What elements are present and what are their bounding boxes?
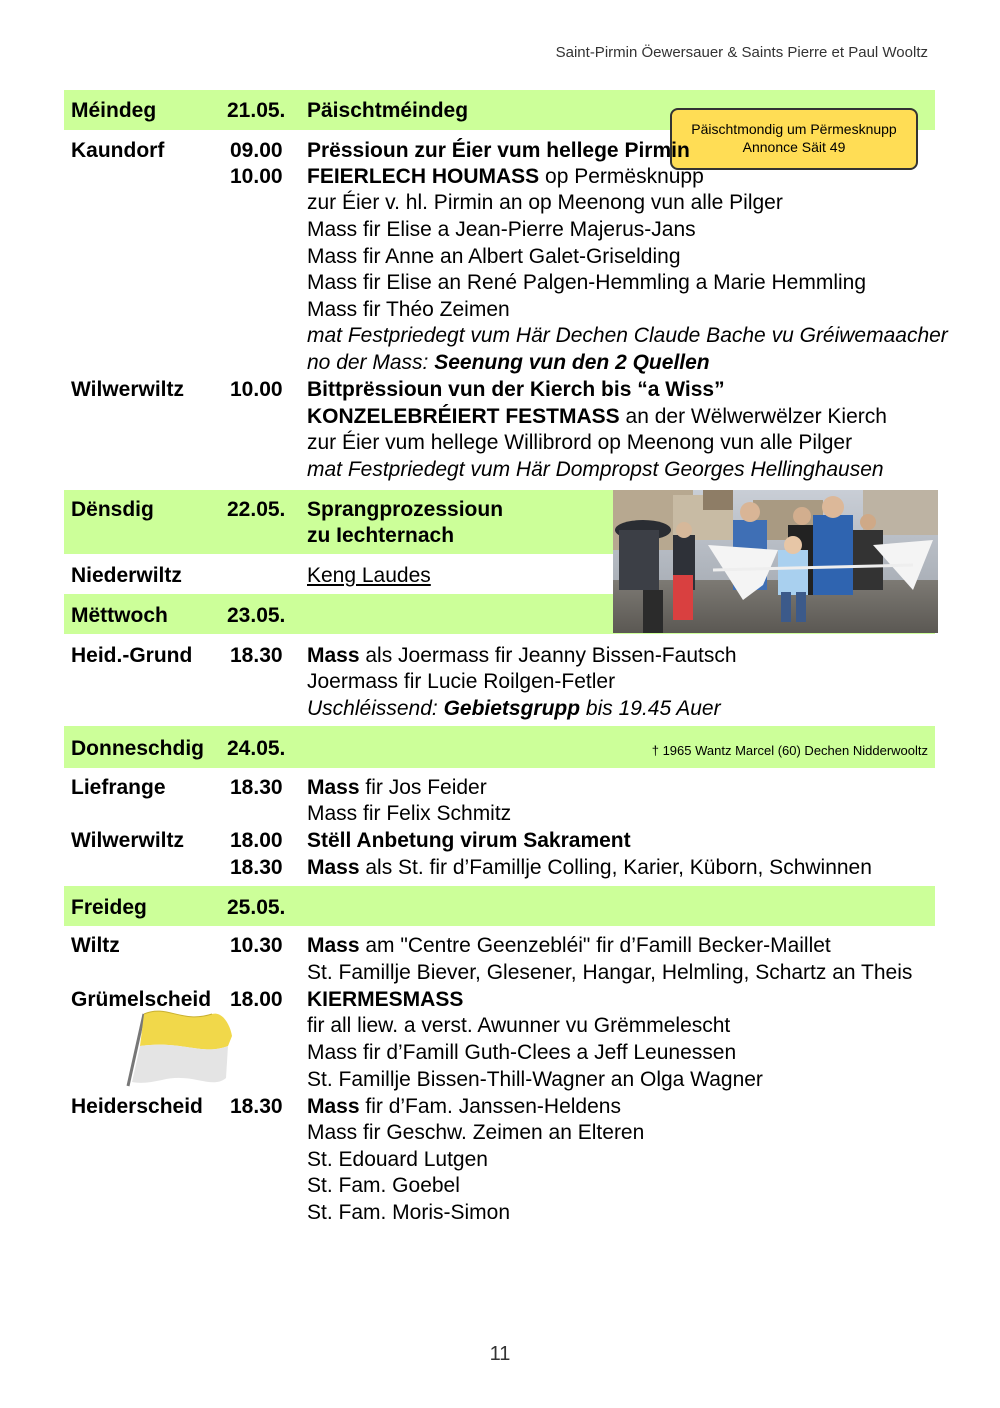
day-title: zu Iechternach: [307, 524, 455, 547]
page-header-title: Saint-Pirmin Öewersauer & Saints Pierre et Paul Wooltz: [555, 44, 928, 61]
time: 18.30: [230, 856, 283, 879]
event-line: Prëssioun zur Éier vum hellege Pirmin: [307, 139, 690, 162]
day-label: Mëttwoch: [71, 604, 168, 627]
event-line: [307, 404, 887, 430]
day-label: Dënsdig: [71, 498, 154, 521]
event-line: Keng Laudes: [307, 564, 431, 587]
event-emphasis: Seenung vun den 2 Quellen: [434, 351, 710, 374]
event-line: [307, 643, 737, 669]
event-emphasis: Gebietsgrupp: [443, 697, 581, 720]
obituary-note: † 1965 Wantz Marcel (60) Dechen Nidderwooltz: [651, 743, 928, 758]
page-number: 11: [489, 1343, 511, 1365]
event-line: Mass fir Elise a Jean-Pierre Majerus-Jans: [307, 218, 696, 241]
event-text: no der Mass:: [307, 351, 435, 374]
event-text: fir d’Fam. Janssen-Heldens: [359, 1095, 621, 1118]
time: 18.00: [230, 988, 283, 1011]
day-date: 24.05.: [227, 737, 286, 760]
event-line: [307, 696, 721, 722]
place-label: Heiderscheid: [71, 1095, 203, 1118]
event-text: Uschléissend:: [307, 697, 444, 720]
event-text: als St. fir d’Famillje Colling, Karier, Küborn, Schwinnen: [359, 856, 872, 879]
event-line: Mass fir d’Famill Guth-Clees a Jeff Leunessen: [307, 1041, 737, 1064]
event-line: Joermass fir Lucie Roilgen-Fetler: [307, 670, 616, 693]
event-line: mat Festpriedegt vum Här Dechen Claude Bache vu Gréiwemaacher: [307, 324, 948, 347]
time: 18.00: [230, 829, 283, 852]
day-date: 25.05.: [227, 896, 286, 919]
event-line: Stëll Anbetung virum Sakrament: [307, 829, 631, 852]
time: 18.30: [230, 776, 283, 799]
day-date: 22.05.: [227, 498, 286, 521]
note-line: Annonce Säit 49: [742, 139, 846, 155]
place-label: Wilwerwiltz: [71, 378, 184, 401]
event-line: Mass fir Geschw. Zeimen an Elteren: [307, 1121, 645, 1144]
place-label: Wiltz: [71, 934, 120, 957]
event-line: St. Famillje Bissen-Thill-Wagner an Olga Wagner: [307, 1068, 763, 1091]
day-date: 23.05.: [227, 604, 286, 627]
event-line: zur Éier v. hl. Pirmin an op Meenong vun alle Pilger: [307, 191, 783, 214]
procession-photo: [613, 490, 938, 633]
event-text: fir Jos Feider: [359, 776, 487, 799]
place-label: Liefrange: [71, 776, 166, 799]
place-label: Heid.-Grund: [71, 644, 193, 667]
flag-graphic: [122, 1006, 240, 1092]
day-date: 21.05.: [227, 99, 286, 122]
time: 18.30: [230, 644, 283, 667]
day-label: Freideg: [71, 896, 147, 919]
event-line: St. Fam. Goebel: [307, 1174, 460, 1197]
event-line: [307, 1094, 621, 1120]
time: 18.30: [230, 1095, 283, 1118]
day-title: Päischtméindeg: [307, 99, 469, 122]
event-line: fir all liew. a verst. Awunner vu Grëmmelescht: [307, 1014, 731, 1037]
time: 10.00: [230, 378, 283, 401]
procession-photo-graphic: [613, 490, 938, 633]
day-label: Donneschdig: [71, 737, 205, 760]
event-line: mat Festpriedegt vum Här Dompropst Georges Hellinghausen: [307, 458, 884, 481]
time: 10.30: [230, 934, 283, 957]
event-line: [307, 775, 487, 801]
event-text: op Permësknupp: [539, 165, 704, 188]
event-emphasis: KONZELEBRÉIERT FESTMASS: [307, 405, 620, 428]
event-line: Mass fir Felix Schmitz: [307, 802, 512, 825]
event-emphasis: Mass: [307, 856, 360, 879]
event-line: zur Éier vum hellege Willibrord op Meenong vun alle Pilger: [307, 431, 853, 454]
day-label: Méindeg: [71, 99, 157, 122]
event-line: St. Fam. Moris-Simon: [307, 1201, 511, 1224]
event-line: [307, 164, 704, 190]
event-line: St. Edouard Lutgen: [307, 1148, 488, 1171]
event-line: [307, 350, 710, 376]
event-emphasis: Mass: [307, 776, 360, 799]
event-text: als Joermass fir Jeanny Bissen-Fautsch: [359, 644, 737, 667]
event-emphasis: Mass: [307, 644, 360, 667]
day-band-freideg: [64, 886, 935, 926]
event-emphasis: Mass: [307, 934, 360, 957]
papal-flag-icon: [122, 1006, 240, 1092]
place-label: Grümelscheid: [71, 988, 212, 1011]
event-line: Bittprëssioun vun der Kierch bis “a Wiss”: [307, 378, 725, 401]
event-line: Mass fir Anne an Albert Galet-Griselding: [307, 245, 681, 268]
event-text: bis 19.45 Auer: [580, 697, 721, 720]
event-line: [307, 855, 872, 881]
note-line: Päischtmondig um Përmesknupp: [691, 121, 897, 137]
event-line: [307, 933, 831, 959]
place-label: Kaundorf: [71, 139, 165, 162]
event-emphasis: Mass: [307, 1095, 360, 1118]
event-line: Mass fir Théo Zeimen: [307, 298, 510, 321]
event-line: Mass fir Elise an René Palgen-Hemmling a Marie Hemmling: [307, 271, 867, 294]
place-label: Wilwerwiltz: [71, 829, 184, 852]
day-title: Sprangprozessioun: [307, 498, 504, 521]
time: 09.00: [230, 139, 283, 162]
time: 10.00: [230, 165, 283, 188]
event-line: St. Famillje Biever, Glesener, Hangar, Helmling, Schartz an Theis: [307, 961, 913, 984]
event-text: an der Wëlwerwëlzer Kierch: [619, 405, 887, 428]
place-label: Niederwiltz: [71, 564, 182, 587]
event-emphasis: FEIERLECH HOUMASS: [307, 165, 540, 188]
announcement-note: [670, 108, 918, 170]
event-text: am "Centre Geenzebléi" fir d’Famill Becker-Maillet: [359, 934, 831, 957]
event-line: KIERMESMASS: [307, 988, 464, 1011]
